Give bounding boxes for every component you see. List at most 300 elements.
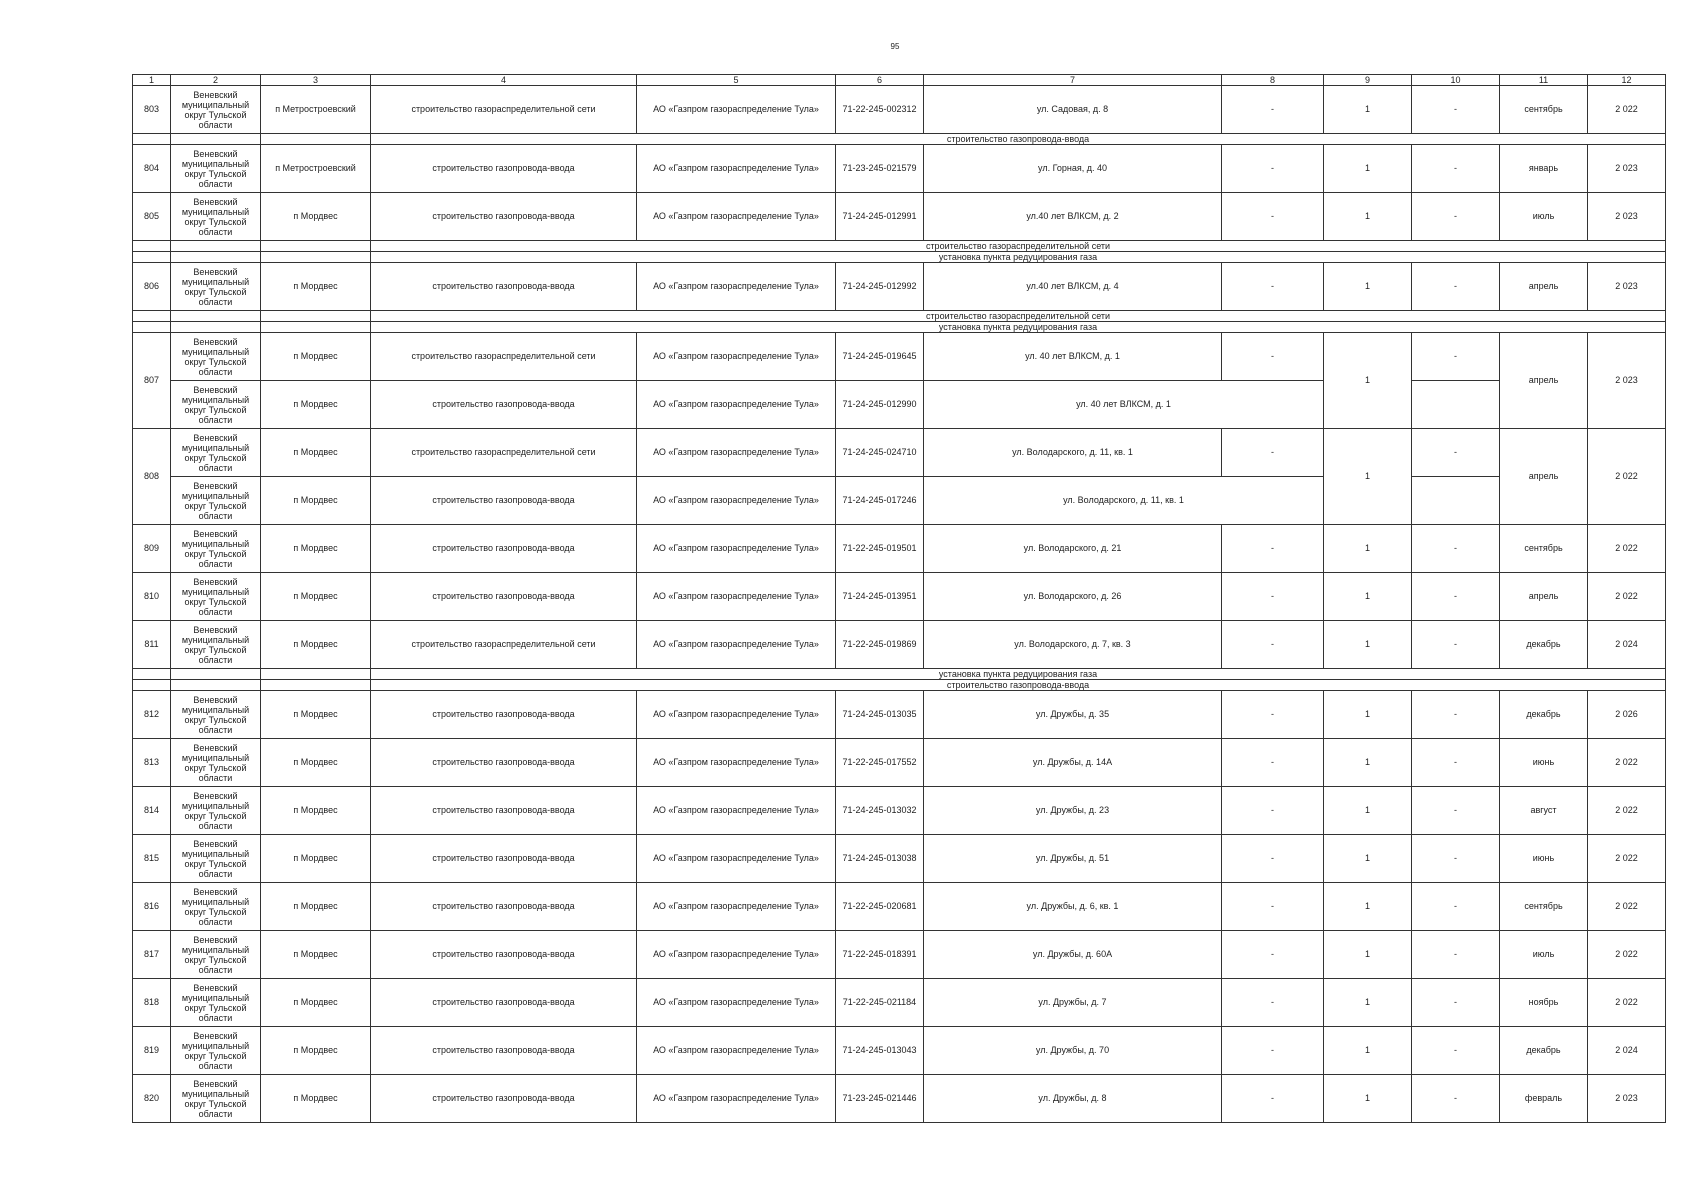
col9-cell: 1: [1324, 1027, 1412, 1075]
settlement-cell: п Мордвес: [261, 739, 371, 787]
address-cell: ул. Дружбы, д. 35: [924, 691, 1222, 739]
work-type-cell: строительство газопровода-ввода: [371, 145, 637, 193]
section-heading: строительство газопровода-ввода: [371, 134, 1666, 145]
month-cell: июль: [1500, 931, 1588, 979]
row-number: 817: [133, 931, 171, 979]
col10-cell: [1412, 477, 1500, 525]
company-cell: АО «Газпром газораспределение Тула»: [637, 333, 836, 381]
section-heading-row: [133, 134, 1666, 145]
company-cell: АО «Газпром газораспределение Тула»: [637, 787, 836, 835]
address-cell: ул. Дружбы, д. 7: [924, 979, 1222, 1027]
section-heading: строительство газораспределительной сети: [371, 311, 1666, 322]
empty-cell: [261, 311, 371, 322]
settlement-cell: п Мордвес: [261, 835, 371, 883]
district-cell: Веневский муниципальный округ Тульской области: [171, 573, 261, 621]
district-cell: Веневский муниципальный округ Тульской области: [171, 979, 261, 1027]
col8-cell: -: [1222, 739, 1324, 787]
object-code-cell: 71-24-245-013951: [836, 573, 924, 621]
col8-cell: -: [1222, 621, 1324, 669]
section-heading: строительство газораспределительной сети: [371, 241, 1666, 252]
empty-cell: [171, 311, 261, 322]
address-cell: ул. Володарского, д. 26: [924, 573, 1222, 621]
empty-cell: [261, 669, 371, 680]
address-cell: ул. Дружбы, д. 60А: [924, 931, 1222, 979]
table-row: [133, 145, 1666, 193]
column-number: 7: [924, 75, 1222, 86]
district-cell: Веневский муниципальный округ Тульской области: [171, 193, 261, 241]
column-number: 11: [1500, 75, 1588, 86]
address-cell: ул. Володарского, д. 11, кв. 1: [924, 477, 1324, 525]
table-row: [133, 739, 1666, 787]
empty-cell: [261, 134, 371, 145]
settlement-cell: п Мордвес: [261, 1075, 371, 1123]
row-number: 812: [133, 691, 171, 739]
col10-cell: -: [1412, 835, 1500, 883]
month-cell: сентябрь: [1500, 883, 1588, 931]
settlement-cell: п Мордвес: [261, 477, 371, 525]
year-cell: 2 023: [1588, 1075, 1666, 1123]
col10-cell: -: [1412, 193, 1500, 241]
object-code-cell: 71-24-245-017246: [836, 477, 924, 525]
month-cell: декабрь: [1500, 621, 1588, 669]
settlement-cell: п Мордвес: [261, 333, 371, 381]
work-type-cell: строительство газопровода-ввода: [371, 739, 637, 787]
col10-cell: [1412, 381, 1500, 429]
district-cell: Веневский муниципальный округ Тульской области: [171, 931, 261, 979]
work-type-cell: строительство газораспределительной сети: [371, 333, 637, 381]
work-type-cell: строительство газопровода-ввода: [371, 573, 637, 621]
settlement-cell: п Мордвес: [261, 193, 371, 241]
address-cell: ул. 40 лет ВЛКСМ, д. 1: [924, 381, 1324, 429]
work-type-cell: строительство газораспределительной сети: [371, 86, 637, 134]
col8-cell: -: [1222, 931, 1324, 979]
col9-cell: 1: [1324, 883, 1412, 931]
object-code-cell: 71-24-245-013032: [836, 787, 924, 835]
empty-cell: [133, 241, 171, 252]
col8-cell: -: [1222, 883, 1324, 931]
work-type-cell: строительство газопровода-ввода: [371, 691, 637, 739]
object-code-cell: 71-22-245-018391: [836, 931, 924, 979]
section-heading-row: [133, 669, 1666, 680]
col10-cell: -: [1412, 883, 1500, 931]
row-number: 814: [133, 787, 171, 835]
address-cell: ул. Дружбы, д. 70: [924, 1027, 1222, 1075]
settlement-cell: п Мордвес: [261, 573, 371, 621]
settlement-cell: п Мордвес: [261, 979, 371, 1027]
col9-cell: 1: [1324, 621, 1412, 669]
district-cell: Веневский муниципальный округ Тульской области: [171, 883, 261, 931]
work-type-cell: строительство газопровода-ввода: [371, 835, 637, 883]
year-cell: 2 022: [1588, 883, 1666, 931]
district-cell: Веневский муниципальный округ Тульской области: [171, 263, 261, 311]
district-cell: Веневский муниципальный округ Тульской области: [171, 835, 261, 883]
settlement-cell: п Мордвес: [261, 429, 371, 477]
table-row: [133, 381, 1666, 429]
year-cell: 2 022: [1588, 739, 1666, 787]
section-heading-row: [133, 680, 1666, 691]
empty-cell: [133, 322, 171, 333]
section-heading: установка пункта редуцирования газа: [371, 252, 1666, 263]
district-cell: Веневский муниципальный округ Тульской области: [171, 1075, 261, 1123]
table-row: [133, 263, 1666, 311]
col10-cell: -: [1412, 739, 1500, 787]
row-number: 805: [133, 193, 171, 241]
col8-cell: -: [1222, 1075, 1324, 1123]
settlement-cell: п Мордвес: [261, 525, 371, 573]
address-cell: ул. Володарского, д. 21: [924, 525, 1222, 573]
object-code-cell: 71-22-245-002312: [836, 86, 924, 134]
col10-cell: -: [1412, 931, 1500, 979]
object-code-cell: 71-24-245-024710: [836, 429, 924, 477]
col10-cell: -: [1412, 145, 1500, 193]
col9-cell: 1: [1324, 979, 1412, 1027]
col8-cell: -: [1222, 86, 1324, 134]
empty-cell: [171, 322, 261, 333]
table-row: [133, 525, 1666, 573]
work-type-cell: строительство газопровода-ввода: [371, 979, 637, 1027]
object-code-cell: 71-23-245-021579: [836, 145, 924, 193]
row-number: 806: [133, 263, 171, 311]
year-cell: 2 024: [1588, 621, 1666, 669]
empty-cell: [133, 134, 171, 145]
page-number: 95: [890, 42, 900, 51]
row-number: 811: [133, 621, 171, 669]
column-number: 4: [371, 75, 637, 86]
district-cell: Веневский муниципальный округ Тульской области: [171, 477, 261, 525]
empty-cell: [261, 680, 371, 691]
col8-cell: -: [1222, 979, 1324, 1027]
year-cell: 2 023: [1588, 333, 1666, 429]
work-type-cell: строительство газопровода-ввода: [371, 381, 637, 429]
object-code-cell: 71-22-245-020681: [836, 883, 924, 931]
column-number: 10: [1412, 75, 1500, 86]
settlement-cell: п Мордвес: [261, 621, 371, 669]
month-cell: сентябрь: [1500, 525, 1588, 573]
col10-cell: -: [1412, 86, 1500, 134]
empty-cell: [171, 241, 261, 252]
row-number: 810: [133, 573, 171, 621]
col10-cell: -: [1412, 429, 1500, 477]
year-cell: 2 022: [1588, 979, 1666, 1027]
col10-cell: -: [1412, 979, 1500, 1027]
object-code-cell: 71-24-245-013035: [836, 691, 924, 739]
col9-cell: 1: [1324, 145, 1412, 193]
company-cell: АО «Газпром газораспределение Тула»: [637, 931, 836, 979]
empty-cell: [133, 680, 171, 691]
column-number: 12: [1588, 75, 1666, 86]
col9-cell: 1: [1324, 931, 1412, 979]
column-number: 1: [133, 75, 171, 86]
row-number: 815: [133, 835, 171, 883]
column-number: 5: [637, 75, 836, 86]
section-heading: установка пункта редуцирования газа: [371, 669, 1666, 680]
month-cell: апрель: [1500, 333, 1588, 429]
month-cell: январь: [1500, 145, 1588, 193]
address-cell: ул. Дружбы, д. 8: [924, 1075, 1222, 1123]
district-cell: Веневский муниципальный округ Тульской области: [171, 691, 261, 739]
col9-cell: 1: [1324, 573, 1412, 621]
year-cell: 2 022: [1588, 429, 1666, 525]
column-number: 8: [1222, 75, 1324, 86]
work-type-cell: строительство газопровода-ввода: [371, 263, 637, 311]
year-cell: 2 022: [1588, 931, 1666, 979]
col10-cell: -: [1412, 621, 1500, 669]
settlement-cell: п Метростроевский: [261, 145, 371, 193]
company-cell: АО «Газпром газораспределение Тула»: [637, 477, 836, 525]
object-code-cell: 71-24-245-013043: [836, 1027, 924, 1075]
work-type-cell: строительство газораспределительной сети: [371, 429, 637, 477]
object-code-cell: 71-24-245-012992: [836, 263, 924, 311]
col8-cell: -: [1222, 145, 1324, 193]
year-cell: 2 022: [1588, 573, 1666, 621]
year-cell: 2 026: [1588, 691, 1666, 739]
column-number: 3: [261, 75, 371, 86]
address-cell: ул. Горная, д. 40: [924, 145, 1222, 193]
table-row: [133, 1075, 1666, 1123]
company-cell: АО «Газпром газораспределение Тула»: [637, 979, 836, 1027]
row-number: 816: [133, 883, 171, 931]
empty-cell: [261, 322, 371, 333]
settlement-cell: п Мордвес: [261, 883, 371, 931]
company-cell: АО «Газпром газораспределение Тула»: [637, 525, 836, 573]
district-cell: Веневский муниципальный округ Тульской области: [171, 1027, 261, 1075]
table-row: [133, 931, 1666, 979]
month-cell: сентябрь: [1500, 86, 1588, 134]
section-heading: строительство газопровода-ввода: [371, 680, 1666, 691]
month-cell: апрель: [1500, 263, 1588, 311]
col8-cell: -: [1222, 691, 1324, 739]
month-cell: февраль: [1500, 1075, 1588, 1123]
empty-cell: [171, 680, 261, 691]
col10-cell: -: [1412, 787, 1500, 835]
work-type-cell: строительство газопровода-ввода: [371, 193, 637, 241]
empty-cell: [171, 134, 261, 145]
column-number-row: [133, 75, 1666, 86]
address-cell: ул. Дружбы, д. 14А: [924, 739, 1222, 787]
object-code-cell: 71-24-245-013038: [836, 835, 924, 883]
row-number: 820: [133, 1075, 171, 1123]
row-number: 808: [133, 429, 171, 525]
month-cell: июнь: [1500, 835, 1588, 883]
col9-cell: 1: [1324, 1075, 1412, 1123]
address-cell: ул. Дружбы, д. 23: [924, 787, 1222, 835]
company-cell: АО «Газпром газораспределение Тула»: [637, 381, 836, 429]
object-code-cell: 71-23-245-021446: [836, 1075, 924, 1123]
address-cell: ул.40 лет ВЛКСМ, д. 4: [924, 263, 1222, 311]
year-cell: 2 022: [1588, 86, 1666, 134]
column-number: 2: [171, 75, 261, 86]
col8-cell: -: [1222, 835, 1324, 883]
table-row: [133, 429, 1666, 477]
row-number: 813: [133, 739, 171, 787]
object-code-cell: 71-22-245-019501: [836, 525, 924, 573]
work-type-cell: строительство газопровода-ввода: [371, 525, 637, 573]
settlement-cell: п Мордвес: [261, 263, 371, 311]
district-cell: Веневский муниципальный округ Тульской области: [171, 381, 261, 429]
district-cell: Веневский муниципальный округ Тульской области: [171, 333, 261, 381]
work-type-cell: строительство газораспределительной сети: [371, 621, 637, 669]
col8-cell: -: [1222, 787, 1324, 835]
object-code-cell: 71-22-245-017552: [836, 739, 924, 787]
work-type-cell: строительство газопровода-ввода: [371, 787, 637, 835]
year-cell: 2 022: [1588, 787, 1666, 835]
empty-cell: [171, 669, 261, 680]
col10-cell: -: [1412, 333, 1500, 381]
col8-cell: -: [1222, 573, 1324, 621]
year-cell: 2 023: [1588, 193, 1666, 241]
address-cell: ул. Садовая, д. 8: [924, 86, 1222, 134]
district-cell: Веневский муниципальный округ Тульской области: [171, 739, 261, 787]
year-cell: 2 022: [1588, 835, 1666, 883]
col9-cell: 1: [1324, 263, 1412, 311]
col10-cell: -: [1412, 573, 1500, 621]
month-cell: июнь: [1500, 739, 1588, 787]
col9-cell: 1: [1324, 193, 1412, 241]
empty-cell: [261, 252, 371, 263]
col10-cell: -: [1412, 1027, 1500, 1075]
work-type-cell: строительство газопровода-ввода: [371, 1075, 637, 1123]
district-cell: Веневский муниципальный округ Тульской области: [171, 145, 261, 193]
col8-cell: -: [1222, 263, 1324, 311]
month-cell: декабрь: [1500, 691, 1588, 739]
table-row: [133, 979, 1666, 1027]
table-row: [133, 86, 1666, 134]
section-heading-row: [133, 322, 1666, 333]
settlement-cell: п Мордвес: [261, 787, 371, 835]
district-cell: Веневский муниципальный округ Тульской области: [171, 621, 261, 669]
empty-cell: [171, 252, 261, 263]
table-row: [133, 787, 1666, 835]
section-heading-row: [133, 252, 1666, 263]
month-cell: июль: [1500, 193, 1588, 241]
year-cell: 2 023: [1588, 263, 1666, 311]
district-cell: Веневский муниципальный округ Тульской области: [171, 525, 261, 573]
address-cell: ул. 40 лет ВЛКСМ, д. 1: [924, 333, 1222, 381]
row-number: 804: [133, 145, 171, 193]
col10-cell: -: [1412, 263, 1500, 311]
object-code-cell: 71-24-245-012991: [836, 193, 924, 241]
company-cell: АО «Газпром газораспределение Тула»: [637, 1027, 836, 1075]
year-cell: 2 024: [1588, 1027, 1666, 1075]
table-row: [133, 1027, 1666, 1075]
company-cell: АО «Газпром газораспределение Тула»: [637, 86, 836, 134]
empty-cell: [133, 311, 171, 322]
empty-cell: [133, 252, 171, 263]
company-cell: АО «Газпром газораспределение Тула»: [637, 429, 836, 477]
company-cell: АО «Газпром газораспределение Тула»: [637, 263, 836, 311]
company-cell: АО «Газпром газораспределение Тула»: [637, 739, 836, 787]
col10-cell: -: [1412, 691, 1500, 739]
row-number: 818: [133, 979, 171, 1027]
work-type-cell: строительство газопровода-ввода: [371, 931, 637, 979]
district-cell: Веневский муниципальный округ Тульской области: [171, 787, 261, 835]
table-row: [133, 477, 1666, 525]
district-cell: Веневский муниципальный округ Тульской области: [171, 86, 261, 134]
col8-cell: -: [1222, 429, 1324, 477]
gasification-table: [132, 74, 1666, 1123]
settlement-cell: п Метростроевский: [261, 86, 371, 134]
company-cell: АО «Газпром газораспределение Тула»: [637, 691, 836, 739]
settlement-cell: п Мордвес: [261, 691, 371, 739]
col8-cell: -: [1222, 193, 1324, 241]
col9-cell: 1: [1324, 835, 1412, 883]
section-heading: установка пункта редуцирования газа: [371, 322, 1666, 333]
empty-cell: [133, 669, 171, 680]
work-type-cell: строительство газопровода-ввода: [371, 1027, 637, 1075]
row-number: 807: [133, 333, 171, 429]
company-cell: АО «Газпром газораспределение Тула»: [637, 1075, 836, 1123]
col9-cell: 1: [1324, 691, 1412, 739]
company-cell: АО «Газпром газораспределение Тула»: [637, 145, 836, 193]
column-number: 9: [1324, 75, 1412, 86]
col9-cell: 1: [1324, 739, 1412, 787]
row-number: 809: [133, 525, 171, 573]
month-cell: ноябрь: [1500, 979, 1588, 1027]
address-cell: ул. Володарского, д. 7, кв. 3: [924, 621, 1222, 669]
col9-cell: 1: [1324, 333, 1412, 429]
empty-cell: [261, 241, 371, 252]
col9-cell: 1: [1324, 525, 1412, 573]
section-heading-row: [133, 311, 1666, 322]
address-cell: ул. Дружбы, д. 51: [924, 835, 1222, 883]
year-cell: 2 023: [1588, 145, 1666, 193]
month-cell: апрель: [1500, 429, 1588, 525]
address-cell: ул. Володарского, д. 11, кв. 1: [924, 429, 1222, 477]
table-row: [133, 573, 1666, 621]
object-code-cell: 71-24-245-019645: [836, 333, 924, 381]
work-type-cell: строительство газопровода-ввода: [371, 477, 637, 525]
col9-cell: 1: [1324, 429, 1412, 525]
col10-cell: -: [1412, 525, 1500, 573]
month-cell: декабрь: [1500, 1027, 1588, 1075]
col9-cell: 1: [1324, 787, 1412, 835]
district-cell: Веневский муниципальный округ Тульской области: [171, 429, 261, 477]
column-number: 6: [836, 75, 924, 86]
address-cell: ул. Дружбы, д. 6, кв. 1: [924, 883, 1222, 931]
settlement-cell: п Мордвес: [261, 381, 371, 429]
object-code-cell: 71-22-245-019869: [836, 621, 924, 669]
section-heading-row: [133, 241, 1666, 252]
work-type-cell: строительство газопровода-ввода: [371, 883, 637, 931]
table-row: [133, 193, 1666, 241]
object-code-cell: 71-22-245-021184: [836, 979, 924, 1027]
table-row: [133, 883, 1666, 931]
settlement-cell: п Мордвес: [261, 931, 371, 979]
table-row: [133, 621, 1666, 669]
company-cell: АО «Газпром газораспределение Тула»: [637, 883, 836, 931]
table-row: [133, 835, 1666, 883]
table-row: [133, 333, 1666, 381]
company-cell: АО «Газпром газораспределение Тула»: [637, 573, 836, 621]
object-code-cell: 71-24-245-012990: [836, 381, 924, 429]
col8-cell: -: [1222, 1027, 1324, 1075]
company-cell: АО «Газпром газораспределение Тула»: [637, 621, 836, 669]
month-cell: август: [1500, 787, 1588, 835]
year-cell: 2 022: [1588, 525, 1666, 573]
col9-cell: 1: [1324, 86, 1412, 134]
table-row: [133, 691, 1666, 739]
col10-cell: -: [1412, 1075, 1500, 1123]
settlement-cell: п Мордвес: [261, 1027, 371, 1075]
month-cell: апрель: [1500, 573, 1588, 621]
company-cell: АО «Газпром газораспределение Тула»: [637, 193, 836, 241]
col8-cell: -: [1222, 333, 1324, 381]
company-cell: АО «Газпром газораспределение Тула»: [637, 835, 836, 883]
col8-cell: -: [1222, 525, 1324, 573]
row-number: 803: [133, 86, 171, 134]
row-number: 819: [133, 1027, 171, 1075]
address-cell: ул.40 лет ВЛКСМ, д. 2: [924, 193, 1222, 241]
